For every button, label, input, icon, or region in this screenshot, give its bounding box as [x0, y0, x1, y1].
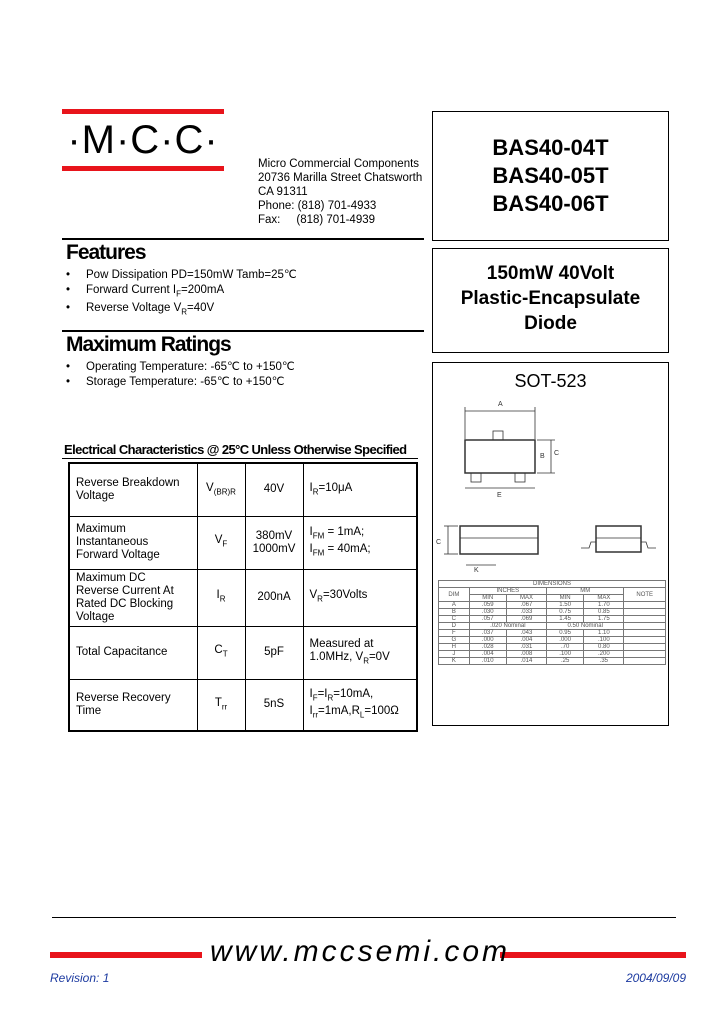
- footer-website-link[interactable]: www.mccsemi.com: [209, 935, 510, 968]
- features-rule: [62, 238, 424, 240]
- condition-cell: $I_F=I_R=10mA$, $I_{rr}=1mA,R_L=100\Omega$: [303, 679, 417, 731]
- param-cell: Reverse Breakdown Voltage: [69, 463, 197, 516]
- features-title: Features: [66, 241, 146, 264]
- svg-text:C: C: [554, 450, 560, 457]
- param-cell: Reverse Recovery Time: [69, 679, 197, 731]
- package-side-view-drawing: [436, 520, 666, 575]
- description-box: [432, 248, 669, 353]
- table-row: K .010 .014 .25 .35: [439, 658, 666, 665]
- features-list: [64, 268, 297, 320]
- part-number: BAS40-06T: [492, 191, 609, 216]
- company-street: 20736 Marilla Street Chatsworth: [258, 172, 423, 184]
- svg-text:A: A: [498, 401, 503, 408]
- svg-text:E: E: [497, 492, 502, 499]
- table-row: DIM INCHES MM NOTE: [439, 588, 666, 595]
- company-phone: Phone: (818) 701-4933: [258, 200, 377, 212]
- company-name: Micro Commercial Components: [258, 158, 420, 170]
- list-item: • Operating Temperature: -65℃ to +150℃: [64, 360, 295, 375]
- table-row: A .059 .067 1.50 1.70: [439, 602, 666, 609]
- table-row: MIN MAX MIN MAX: [439, 595, 666, 602]
- symbol-cell: $V_F$: [197, 516, 245, 569]
- symbol-cell: $C_T$: [197, 626, 245, 679]
- table-row: [69, 679, 417, 731]
- description-line: Plastic-Encapsulate: [460, 288, 641, 309]
- condition-cell: Measured at 1.0MHz, $V_R=0V$: [303, 626, 417, 679]
- list-item: • Forward Current $I_F=200mA$: [64, 283, 297, 301]
- table-row: C .057 .069 1.45 1.75: [439, 616, 666, 623]
- svg-text:K: K: [474, 567, 479, 574]
- param-cell: Maximum DC Reverse Current At Rated DC Blocking Voltage: [69, 569, 197, 626]
- value-cell: 40V: [245, 463, 303, 516]
- svg-text:C: C: [436, 539, 442, 546]
- revision-label: Revision: 1: [50, 971, 110, 985]
- table-row: D .020 Nominal 0.50 Nominal: [439, 623, 666, 630]
- part-number: BAS40-05T: [492, 163, 609, 188]
- table-row: B .030 .033 0.75 0.85: [439, 609, 666, 616]
- table-row: [69, 569, 417, 626]
- value-cell: 5pF: [245, 626, 303, 679]
- symbol-cell: $V_{(BR)R}$: [197, 463, 245, 516]
- symbol-cell: $I_R$: [197, 569, 245, 626]
- company-logo: ·M·C·C·: [67, 118, 219, 162]
- max-ratings-title: Maximum Ratings: [66, 333, 231, 356]
- footer-rule: [52, 917, 676, 918]
- revision-date: 2004/09/09: [625, 971, 686, 985]
- table-row: G .000 .004 .000 .100: [439, 637, 666, 644]
- symbol-cell: $T_{rr}$: [197, 679, 245, 731]
- table-row: F .037 .043 0.95 1.10: [439, 630, 666, 637]
- table-row: J .004 .008 .100 .200: [439, 651, 666, 658]
- company-address: [258, 157, 422, 227]
- svg-text:B: B: [540, 453, 545, 460]
- param-cell: Total Capacitance: [69, 626, 197, 679]
- param-cell: Maximum Instantaneous Forward Voltage: [69, 516, 197, 569]
- value-cell: 200nA: [245, 569, 303, 626]
- elec-title: Electrical Characteristics @ 25°C Unless Otherwise Specified: [64, 442, 407, 457]
- dimensions-table: [438, 580, 666, 665]
- table-row: [69, 463, 417, 516]
- elec-title-underline: [62, 458, 418, 459]
- table-row: [69, 516, 417, 569]
- company-fax: Fax: (818) 701-4939: [258, 214, 376, 226]
- package-name: SOT-523: [514, 371, 587, 391]
- package-top-view-drawing: [455, 395, 585, 505]
- condition-cell: $V_R=30Volts$: [303, 569, 417, 626]
- description-line: 150mW 40Volt: [486, 263, 615, 284]
- part-number-box: [432, 111, 669, 241]
- list-item: • Storage Temperature: -65℃ to +150℃: [64, 375, 295, 390]
- company-city: CA 91311: [258, 186, 308, 198]
- list-item: • Pow Dissipation PD=150mW Tamb=25℃: [64, 268, 297, 283]
- part-number: BAS40-04T: [492, 135, 609, 160]
- value-cell: 380mV 1000mV: [245, 516, 303, 569]
- ratings-list: [64, 360, 295, 390]
- condition-cell: $I_{FM} = 1mA$; $I_{FM} = 40mA$;: [303, 516, 417, 569]
- table-row: DIMENSIONS: [439, 581, 666, 588]
- value-cell: 5nS: [245, 679, 303, 731]
- table-row: [69, 626, 417, 679]
- list-item: • Reverse Voltage $V_R=40V$: [64, 301, 297, 319]
- condition-cell: $I_R=10\mu A$: [303, 463, 417, 516]
- description-line: Diode: [524, 313, 577, 334]
- logo-bottom-bar: [62, 166, 224, 171]
- ratings-rule: [62, 330, 424, 332]
- electrical-characteristics-table: [68, 462, 418, 732]
- table-row: H .028 .031 .70 0.80: [439, 644, 666, 651]
